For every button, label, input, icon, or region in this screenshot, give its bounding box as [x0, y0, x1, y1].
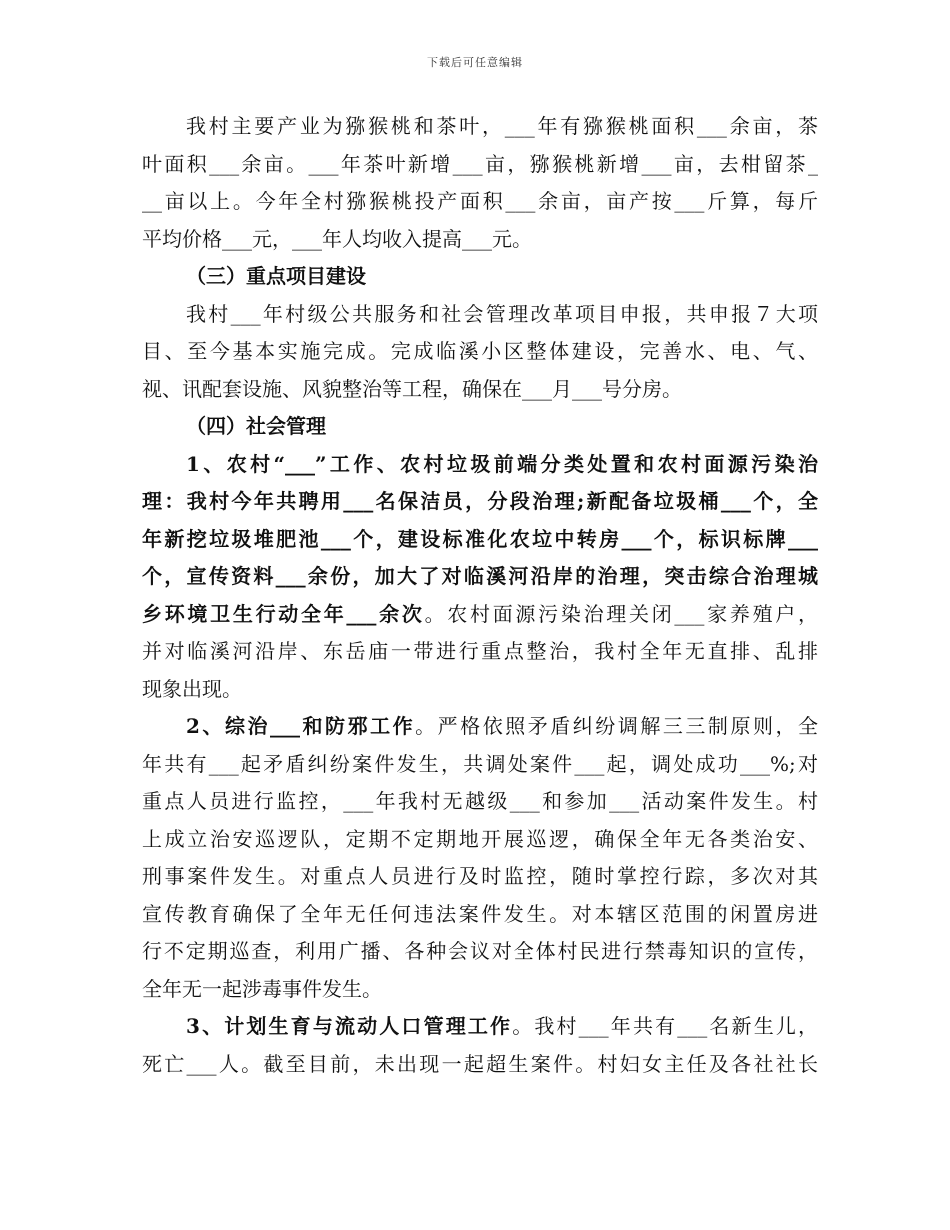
item1-line: 个，宣传资料___余份，加大了对临溪河沿岸的治理，突击综合治理城 [142, 564, 818, 588]
paragraph-line: 目、至今基本实施完成。完成临溪小区整体建设，完善水、电、气、 [142, 339, 818, 363]
item3-title-rest: 。我村___年共有___名新生儿， [512, 1014, 818, 1038]
item3-title: 3、计划生育与流动人口管理工作 [186, 1014, 513, 1038]
item2-line: 宣传教育确保了全年无任何违法案件发生。对本辖区范围的闲置房进 [142, 901, 818, 926]
paragraph-line: 叶面积___余亩。___年茶叶新增___亩，猕猴桃新增___亩，去柑留茶_ [142, 151, 818, 176]
section-heading-projects: （三）重点项目建设 [186, 264, 366, 288]
item2-line: 刑事案件发生。对重点人员进行及时监控，随时掌控行踪，多次对其 [142, 864, 818, 888]
item2-title: 2、综治___和防邪工作 [186, 714, 416, 738]
paragraph-line: __亩以上。今年全村猕猴桃投产面积___余亩，亩产按___斤算，每斤 [142, 189, 818, 213]
item1-line: 现象出现。 [142, 676, 242, 701]
item1-line: 年新挖垃圾堆肥池___个，建设标准化农垃中转房___个，标识标牌___ [142, 526, 818, 551]
item1-line: 理：我村今年共聘用___名保洁员，分段治理;新配备垃圾桶___个，全 [142, 489, 818, 513]
item2-line: 全年无一起涉毒事件发生。 [142, 976, 382, 1001]
item1-line: 并对临溪河沿岸、东岳庙一带进行重点整治，我村全年无直排、乱排 [142, 639, 818, 663]
item1-line: 1、农村“___”工作、农村垃圾前端分类处置和农村面源污染治 [186, 451, 818, 476]
section-heading-social-management: （四）社会管理 [186, 414, 326, 438]
item1-plain-segment: 。农村面源污染治理关闭___家养殖户， [424, 601, 819, 626]
item2-line: 行不定期巡查，利用广播、各种会议对全体村民进行禁毒知识的宣传， [142, 939, 818, 963]
item3-line: 死亡___人。截至目前，未出现一起超生案件。村妇女主任及各社社长 [142, 1051, 818, 1076]
paragraph-line: 视、讯配套设施、风貌整治等工程，确保在___月___号分房。 [142, 376, 682, 401]
item2-title-line [142, 708, 818, 746]
item2-line: 重点人员进行监控，___年我村无越级___和参加___活动案件发生。村 [142, 789, 818, 813]
item2-line: 上成立治安巡逻队，定期不定期地开展巡逻，确保全年无各类治安、 [142, 826, 818, 851]
item2-line: 年共有___起矛盾纠纷案件发生，共调处案件___起，调处成功___%;对 [142, 751, 818, 776]
item3-title-line [142, 1008, 818, 1046]
page-header: 下载后可任意编辑 [427, 56, 523, 69]
paragraph-line: 我村___年村级公共服务和社会管理改革项目申报，共申报７大项 [186, 301, 818, 326]
item1-line [142, 596, 818, 634]
paragraph-line: 我村主要产业为猕猴桃和茶叶，___年有猕猴桃面积___余亩，茶 [186, 114, 818, 138]
document-body [142, 108, 818, 1083]
item1-bold-segment: 乡环境卫生行动全年___余次 [142, 601, 425, 626]
item2-title-rest: 。严格依照矛盾纠纷调解三三制原则，全 [415, 714, 819, 738]
paragraph-line: 平均价格___元，___年人均收入提高___元。 [142, 226, 532, 251]
